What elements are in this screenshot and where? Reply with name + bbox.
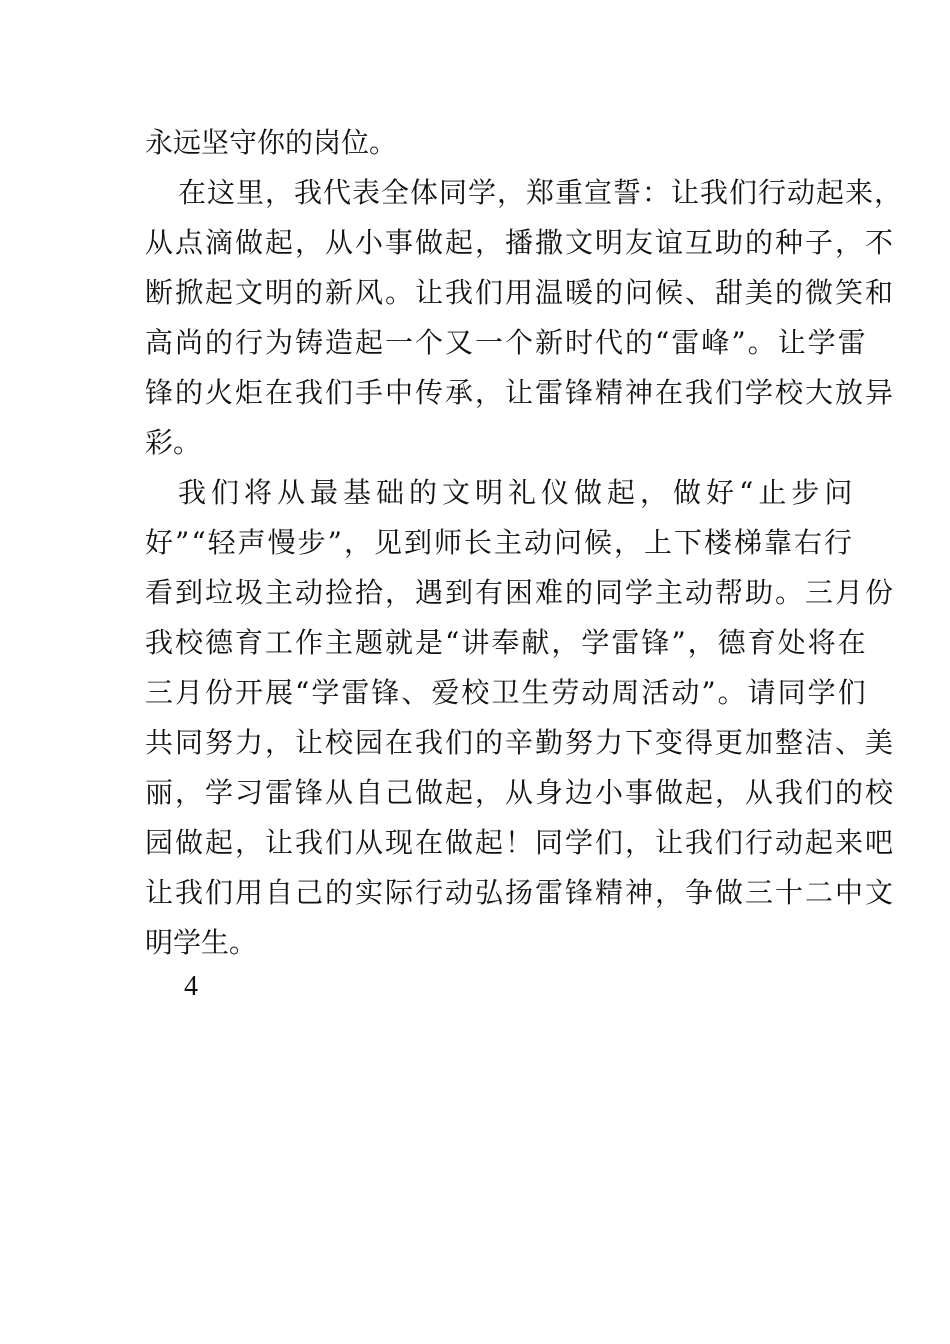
page-number: 4: [184, 971, 198, 1002]
paragraph-2-line-3: 断掀起文明的新风。让我们用温暖的问候、甜美的微笑和: [145, 276, 896, 309]
paragraph-3-line-7: 丽，学习雷锋从自己做起，从身边小事做起，从我们的校: [145, 776, 896, 809]
paragraph-2-line-4: 高尚的行为铸造起一个又一个新时代的“雷峰”。让学雷: [145, 326, 868, 359]
paragraph-3-line-5: 三月份开展“学雷锋、爱校卫生劳动周活动”。请同学们: [145, 676, 868, 709]
paragraph-2-line-6: 彩。: [145, 426, 202, 459]
paragraph-3-line-8: 园做起，让我们从现在做起！同学们，让我们行动起来吧: [145, 826, 896, 859]
paragraph-3-line-6: 共同努力，让校园在我们的辛勤努力下变得更加整洁、美: [145, 726, 896, 759]
paragraph-3-line-1: 我们将从最基础的文明礼仪做起，做好“止步问: [178, 476, 858, 509]
paragraph-3-line-2: 好”“轻声慢步”，见到师长主动问候，上下楼梯靠右行: [145, 526, 854, 559]
paragraph-3-line-4: 我校德育工作主题就是“讲奉献，学雷锋”，德育处将在: [145, 626, 868, 659]
paragraph-2-line-1: 在这里，我代表全体同学，郑重宣誓：让我们行动起来，: [178, 176, 904, 209]
paragraph-2-line-5: 锋的火炬在我们手中传承，让雷锋精神在我们学校大放异: [145, 376, 896, 409]
paragraph-1-line-1: 永远坚守你的岗位。: [145, 126, 398, 159]
paragraph-3-line-10: 明学生。: [145, 926, 258, 959]
paragraph-2-line-2: 从点滴做起，从小事做起，播撒文明友谊互助的种子，不: [145, 226, 896, 259]
paragraph-3-line-9: 让我们用自己的实际行动弘扬雷锋精神，争做三十二中文: [145, 876, 896, 909]
paragraph-3-line-3: 看到垃圾主动捡拾，遇到有困难的同学主动帮助。三月份: [145, 576, 896, 609]
